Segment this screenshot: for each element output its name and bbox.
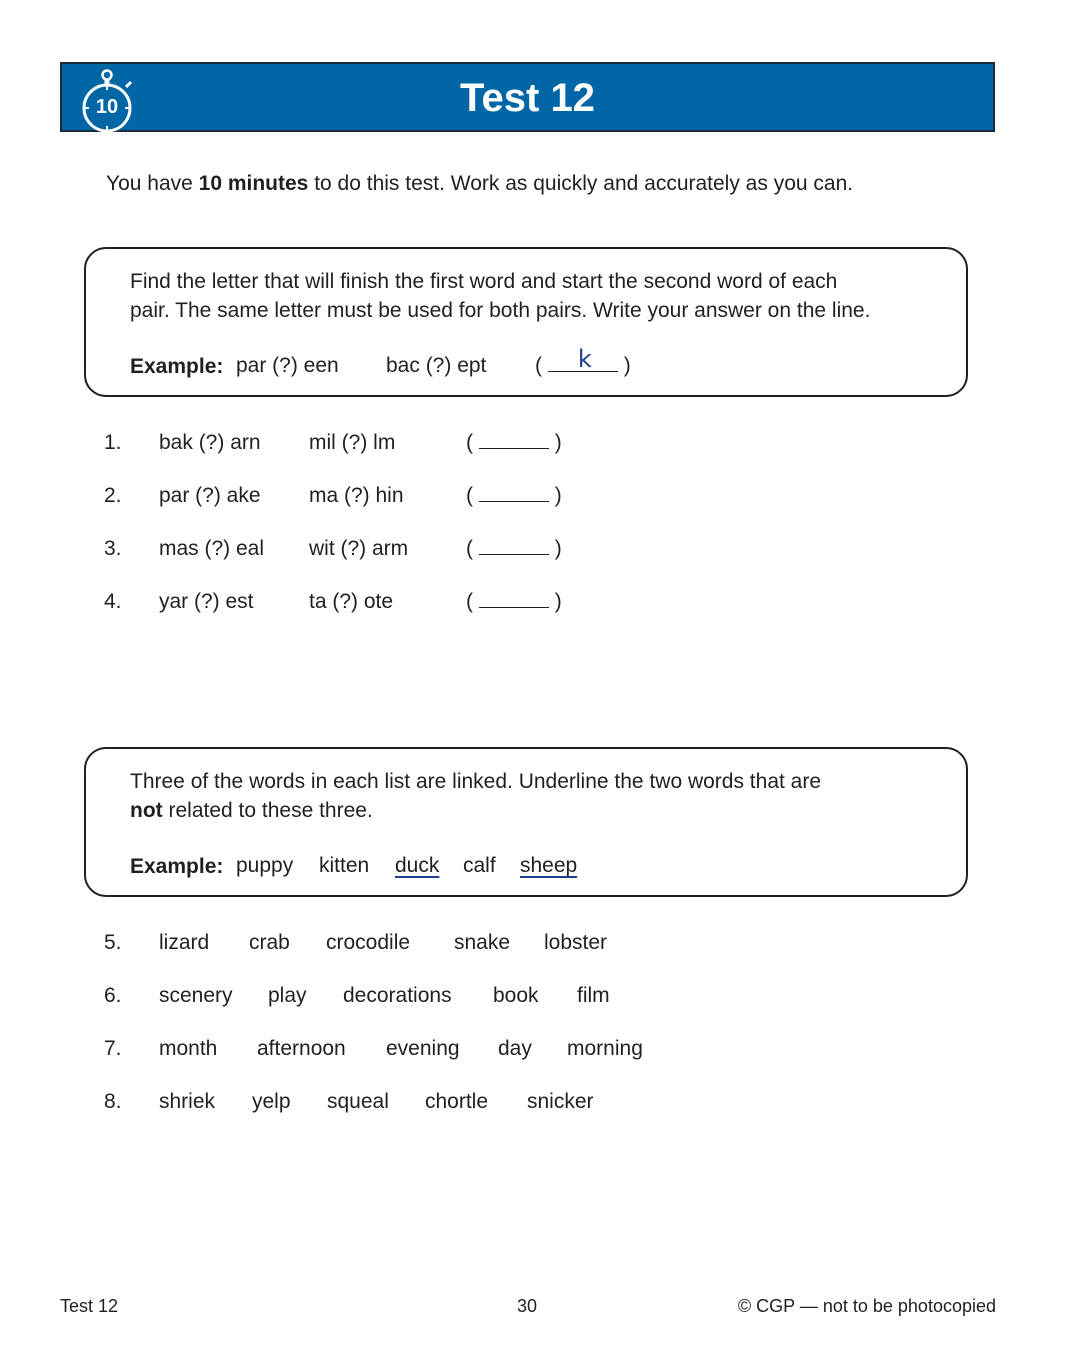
word-option[interactable]: day xyxy=(498,1037,532,1060)
word-option[interactable]: crab xyxy=(249,931,290,954)
example-label: Example: xyxy=(130,855,224,878)
question-number: 2. xyxy=(104,484,122,507)
instruction-line2-rest: related to these three. xyxy=(162,799,373,822)
question-number: 5. xyxy=(104,931,122,954)
answer-line[interactable] xyxy=(479,536,549,555)
word-option[interactable]: squeal xyxy=(327,1090,389,1113)
answer-line[interactable] xyxy=(479,430,549,449)
word-option[interactable]: snake xyxy=(454,931,511,954)
question-number: 1. xyxy=(104,431,122,454)
section2-example xyxy=(130,852,223,881)
example-answer: k xyxy=(577,345,592,373)
intro-text xyxy=(106,172,853,196)
word-option[interactable]: book xyxy=(493,984,539,1007)
open-bracket: ( xyxy=(466,537,473,560)
section1-instruction-line1: Find the letter that will finish the first word and start the second word of each xyxy=(130,270,838,293)
section1-instruction-box xyxy=(84,247,968,397)
timer-minutes: 10 xyxy=(95,96,119,118)
footer-test-label: Test 12 xyxy=(60,1296,119,1316)
word-option[interactable]: yelp xyxy=(252,1090,291,1113)
example-word: puppy xyxy=(236,854,294,877)
question-pair-a: par (?) ake xyxy=(159,484,261,507)
section2-instruction xyxy=(130,767,946,825)
intro-pre: You have xyxy=(106,172,199,195)
word-option[interactable]: chortle xyxy=(425,1090,489,1113)
close-bracket: ) xyxy=(554,537,562,560)
section2-instruction-line1: Three of the words in each list are linked. Underline the two words that are xyxy=(130,770,822,793)
word-option[interactable]: scenery xyxy=(159,984,233,1007)
word-option[interactable]: snicker xyxy=(527,1090,594,1113)
section1-example xyxy=(130,352,223,381)
example-word: calf xyxy=(463,854,496,877)
question-number: 4. xyxy=(104,590,122,613)
word-option[interactable]: morning xyxy=(567,1037,643,1060)
intro-bold: 10 minutes xyxy=(198,172,309,195)
word-option[interactable]: shriek xyxy=(159,1090,216,1113)
section1-instruction xyxy=(130,267,946,325)
word-option[interactable]: month xyxy=(159,1037,218,1060)
question-number: 6. xyxy=(104,984,122,1007)
close-bracket: ) xyxy=(554,431,562,454)
example-label: Example: xyxy=(130,355,224,378)
word-option[interactable]: evening xyxy=(386,1037,460,1060)
title-banner xyxy=(60,62,995,132)
intro-post: to do this test. Work as quickly and accurately as you can. xyxy=(308,172,854,195)
example-word-underlined: sheep xyxy=(520,854,578,877)
answer-bracket xyxy=(466,482,562,510)
word-option[interactable]: film xyxy=(577,984,610,1007)
page-title: Test 12 xyxy=(460,76,595,120)
question-pair-a: mas (?) eal xyxy=(159,537,265,560)
question-pair-a: bak (?) arn xyxy=(159,431,261,454)
answer-bracket xyxy=(466,429,562,457)
word-option[interactable]: decorations xyxy=(343,984,452,1007)
word-option[interactable]: afternoon xyxy=(257,1037,346,1060)
footer-copyright: © CGP — not to be photocopied xyxy=(737,1296,996,1316)
instruction-bold-not: not xyxy=(130,799,163,822)
example-open-bracket: ( xyxy=(535,354,542,377)
section2-instruction-box xyxy=(84,747,968,897)
answer-bracket xyxy=(466,588,562,616)
example-word1: par (?) een xyxy=(236,354,339,377)
question-pair-a: yar (?) est xyxy=(159,590,254,613)
open-bracket: ( xyxy=(466,431,473,454)
example-word-underlined: duck xyxy=(395,854,440,877)
example-word: kitten xyxy=(319,854,370,877)
close-bracket: ) xyxy=(554,590,562,613)
word-option[interactable]: lobster xyxy=(544,931,608,954)
question-number: 7. xyxy=(104,1037,122,1060)
word-option[interactable]: lizard xyxy=(159,931,210,954)
word-option[interactable]: play xyxy=(268,984,307,1007)
question-number: 8. xyxy=(104,1090,122,1113)
question-pair-b: wit (?) arm xyxy=(309,537,409,560)
close-bracket: ) xyxy=(554,484,562,507)
question-number: 3. xyxy=(104,537,122,560)
example-close-bracket: ) xyxy=(623,354,631,377)
answer-bracket xyxy=(466,535,562,563)
open-bracket: ( xyxy=(466,484,473,507)
example-answer-line xyxy=(548,345,618,373)
answer-line[interactable] xyxy=(479,589,549,608)
question-pair-b: mil (?) lm xyxy=(309,431,396,454)
section1-instruction-line2: pair. The same letter must be used for both pairs. Write your answer on the line. xyxy=(130,299,871,322)
answer-line[interactable] xyxy=(479,483,549,502)
question-pair-b: ma (?) hin xyxy=(309,484,404,507)
footer-page-number: 30 xyxy=(517,1296,538,1316)
section2-instruction-line2 xyxy=(130,796,946,825)
example-word2: bac (?) ept xyxy=(386,354,487,377)
example-answer-bracket xyxy=(535,345,631,380)
question-pair-b: ta (?) ote xyxy=(309,590,394,613)
word-option[interactable]: crocodile xyxy=(326,931,411,954)
open-bracket: ( xyxy=(466,590,473,613)
